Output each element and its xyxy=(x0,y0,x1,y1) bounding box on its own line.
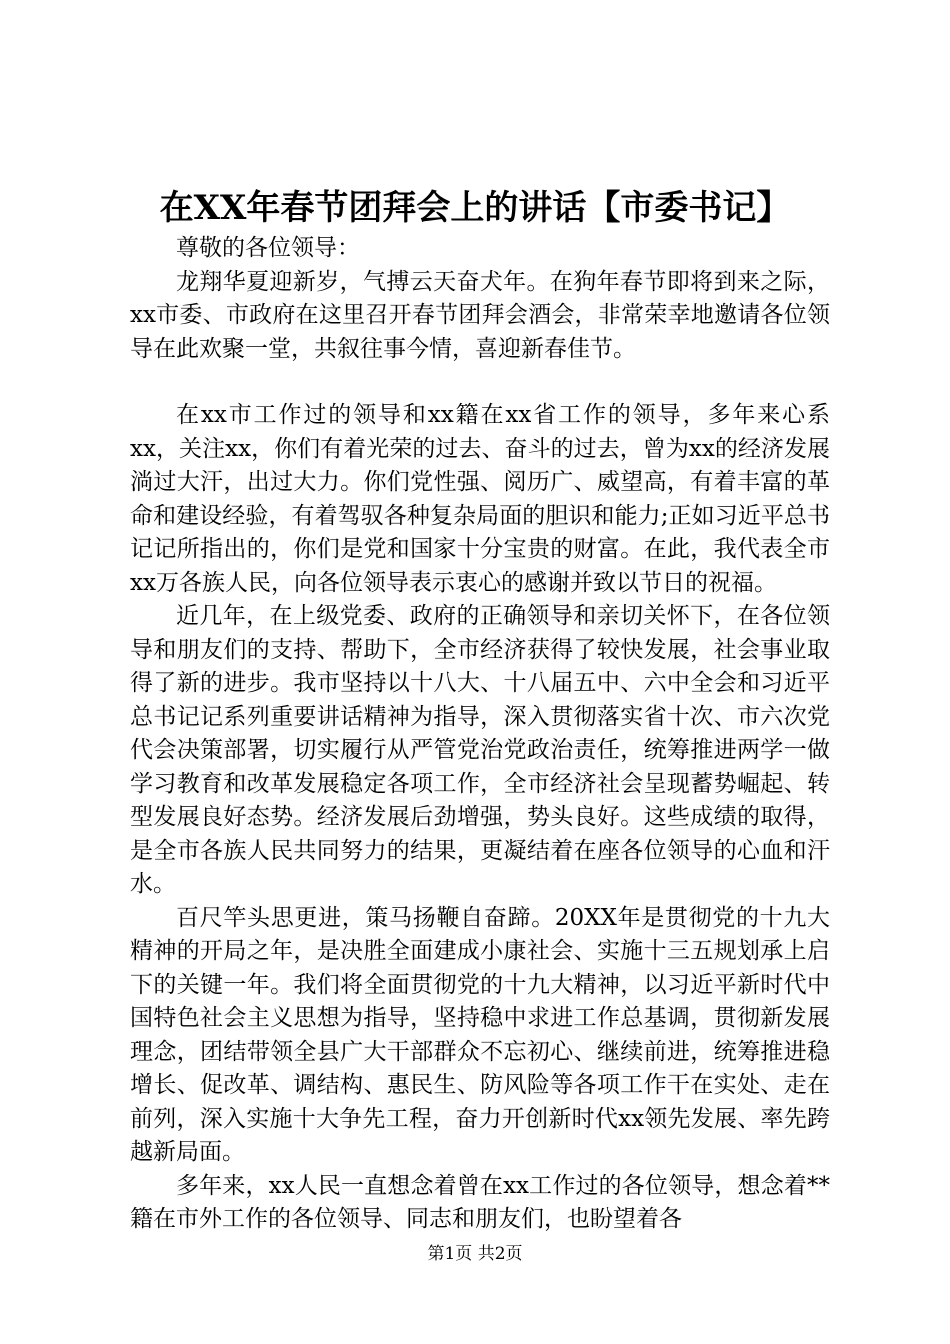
paragraph-3: 近几年，在上级党委、政府的正确领导和亲切关怀下，在各位领导和朋友们的支持、帮助下，全市经济获得了较快发展，社会事业取得了新的进步。我市坚持以十八大、十八届五中、六中全会和习近平总书记记系列重要讲话精神为指导，深入贯彻落实省十次、市六次党代会决策部署，切实履行从严管党治党政治责任，统筹推进两学一做学习教育和改革发展稳定各项工作，全市经济社会呈现蓄势崛起、转型发展良好态势。经济发展后劲增强，势头良好。这些成绩的取得，是全市各族人民共同努力的结果，更凝结着在座各位领导的心血和汗水。 xyxy=(130,603,830,897)
paragraph-5: 多年来，xx人民一直想念着曾在xx工作过的各位领导，想念着**籍在市外工作的各位领导、同志和朋友们，也盼望着各 xyxy=(130,1172,830,1232)
paragraph-4: 百尺竿头思更进，策马扬鞭自奋蹄。20XX年是贯彻党的十九大精神的开局之年，是决胜全面建成小康社会、实施十三五规划承上启下的关键一年。我们将全面贯彻党的十九大精神，以习近平新时代中国特色社会主义思想为指导，坚持稳中求进工作总基调，贯彻新发展理念，团结带领全县广大干部群众不忘初心、继续前进，统筹推进稳增长、促改革、调结构、惠民生、防风险等各项工作干在实处、走在前列，深入实施十大争先工程，奋力开创新时代xx领先发展、率先跨越新局面。 xyxy=(130,904,830,1165)
document-body xyxy=(130,232,830,1237)
paragraph-2: 在xx市工作过的领导和xx籍在xx省工作的领导，多年来心系xx，关注xx，你们有着光荣的过去、奋斗的过去，曾为xx的经济发展淌过大汗，出过大力。你们党性强、阅历广、威望高，有着丰富的革命和建设经验，有着驾驭各种复杂局面的胆识和能力;正如习近平总书记记所指出的，你们是党和国家十分宝贵的财富。在此，我代表全市xx万各族人民，向各位领导表示衷心的感谢并致以节日的祝福。 xyxy=(130,402,830,596)
paragraph-1: 龙翔华夏迎新岁，气搏云天奋犬年。在狗年春节即将到来之际，xx市委、市政府在这里召开春节团拜会酒会，非常荣幸地邀请各位领导在此欢聚一堂，共叙往事今情，喜迎新春佳节。 xyxy=(130,268,830,362)
greeting-line: 尊敬的各位领导： xyxy=(176,235,360,261)
page-number-footer: 第1页 共2页 xyxy=(427,1244,523,1264)
page-title: 在XX年春节团拜会上的讲话【市委书记】 xyxy=(159,188,791,228)
